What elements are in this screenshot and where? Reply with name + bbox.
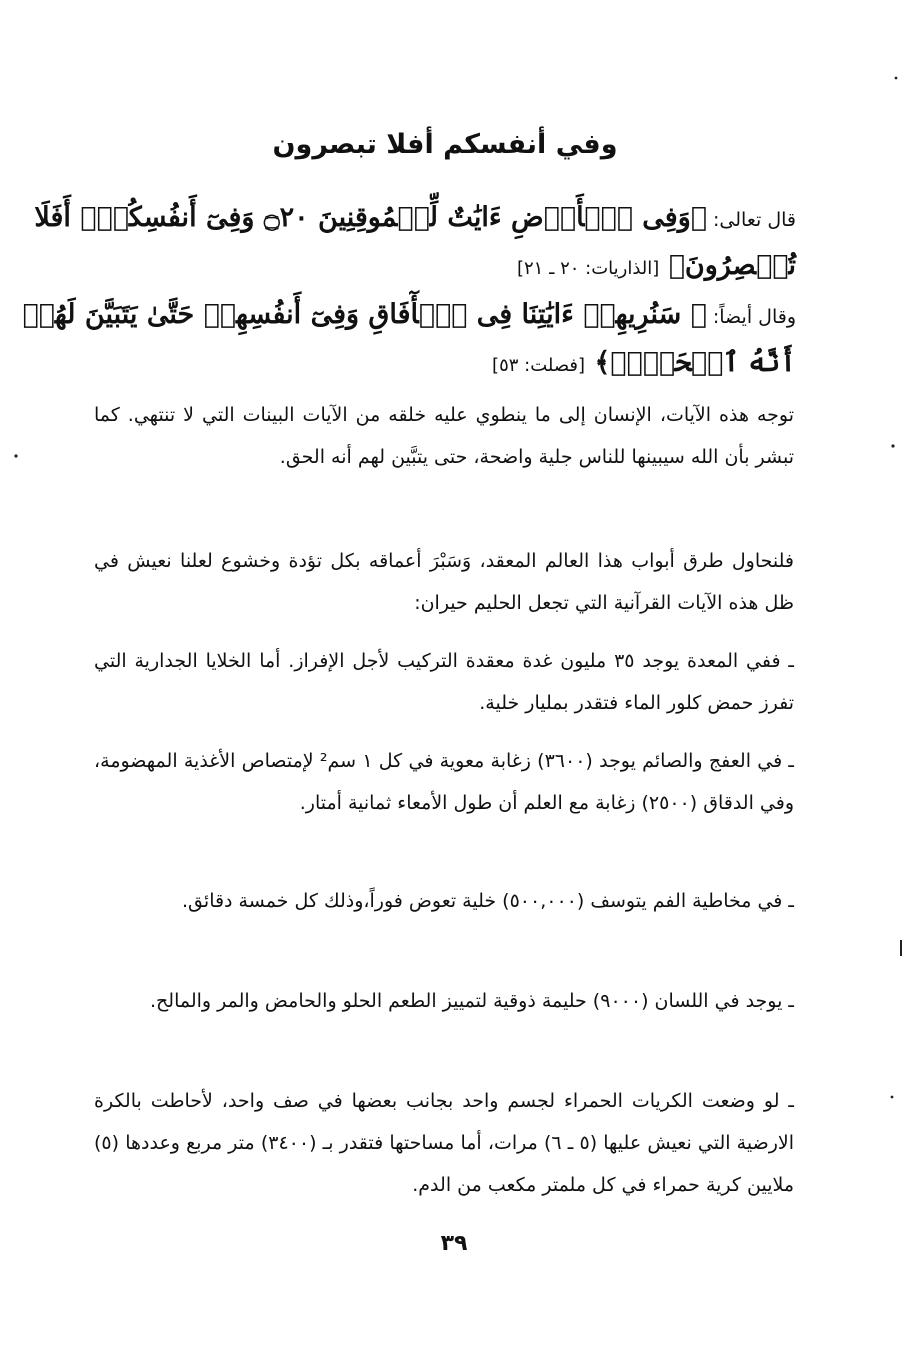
quran-verse: أَنَّهُ ٱلۡحَقُّۗ﴾ [585, 347, 796, 378]
quran-verse: تُبۡصِرُونَ﴾ [659, 250, 796, 281]
quran-line-2 [90, 243, 796, 292]
page-number: ٣٩ [440, 1231, 468, 1256]
quran-line-1 [34, 195, 796, 243]
paragraph-red-blood-cells: ـ لو وضعت الكريات الحمراء لجسم واحد بجانب بعضها في صف واحد، لأحاطت بالكرة الارضية التي نعيش عليها (٥ ـ ٦) مرات، أما مساحتها فتقدر بـ (٣٤٠٠) متر مربع وعددها (٥) ملايين كرية حمراء في كل ملمتر مكعب من الدم. [94, 1090, 795, 1196]
paragraph-tongue: ـ يوجد في اللسان (٩٠٠٠) حليمة ذوقية لتمييز الطعم الحلو والحامض والمر والمالح. [149, 990, 794, 1012]
page-title: وفي أنفسكم أفلا تبصرون [272, 129, 618, 160]
quran-line-4 [90, 340, 796, 389]
paragraph-exploration: فلنحاول طرق أبواب هذا العالم المعقد، وَسَبْرَ أعماقه بكل تؤدة وخشوع لعلنا نعيش في ظل هذه الآيات القرآنية التي تجعل الحليم حيران: [94, 550, 794, 614]
quran-verse: ﴿وَفِى ٱلۡأَرۡضِ ءَايَٰتٌ لِّلۡمُوقِنِينَ ۝٢٠ وَفِىٓ أَنفُسِكُمۡۚ أَفَلَا [34, 202, 707, 233]
paragraph-intro: توجه هذه الآيات، الإنسان إلى ما ينطوي عليه خلقه من الآيات البينات التي لا تنتهي. كما تبشر بأن الله سيبينها للناس جلية واضحة، حتى يتبَّين لهم أنه الحق. [94, 404, 794, 468]
surah-reference: [فصلت: ٥٣] [492, 355, 586, 376]
quote-intro: وقال أيضاً: [706, 306, 796, 328]
paragraph-intestine: ـ في العفج والصائم يوجد (٣٦٠٠) زغابة معوية في كل ١ سم² لإمتصاص الأغذية المهضومة، وفي الدقاق (٢٥٠٠) زغابة مع العلم أن طول الأمعاء ثمانية أمتار. [94, 750, 794, 814]
surah-reference: [الذاريات: ٢٠ ـ ٢١] [516, 258, 660, 279]
quran-quotes [22, 195, 796, 389]
quran-line-3 [22, 292, 796, 340]
quran-verse: ﴿ سَنُرِيهِمۡ ءَايَٰتِنَا فِى ٱلۡأٓفَاقِ وَفِىٓ أَنفُسِهِمۡ حَتَّىٰ يَتَبَيَّنَ لَهُمۡ [22, 299, 707, 330]
paragraph-mouth: ـ في مخاطية الفم يتوسف (٥٠٠,٠٠٠) خلية تعوض فوراً،وذلك كل خمسة دقائق. [182, 890, 794, 912]
quote-intro: قال تعالى: [706, 209, 796, 231]
paragraph-stomach: ـ ففي المعدة يوجد ٣٥ مليون غدة معقدة التركيب لأجل الإفراز. أما الخلايا الجدارية التي تفرز حمض كلور الماء فتقدر بمليار خلية. [94, 650, 794, 714]
